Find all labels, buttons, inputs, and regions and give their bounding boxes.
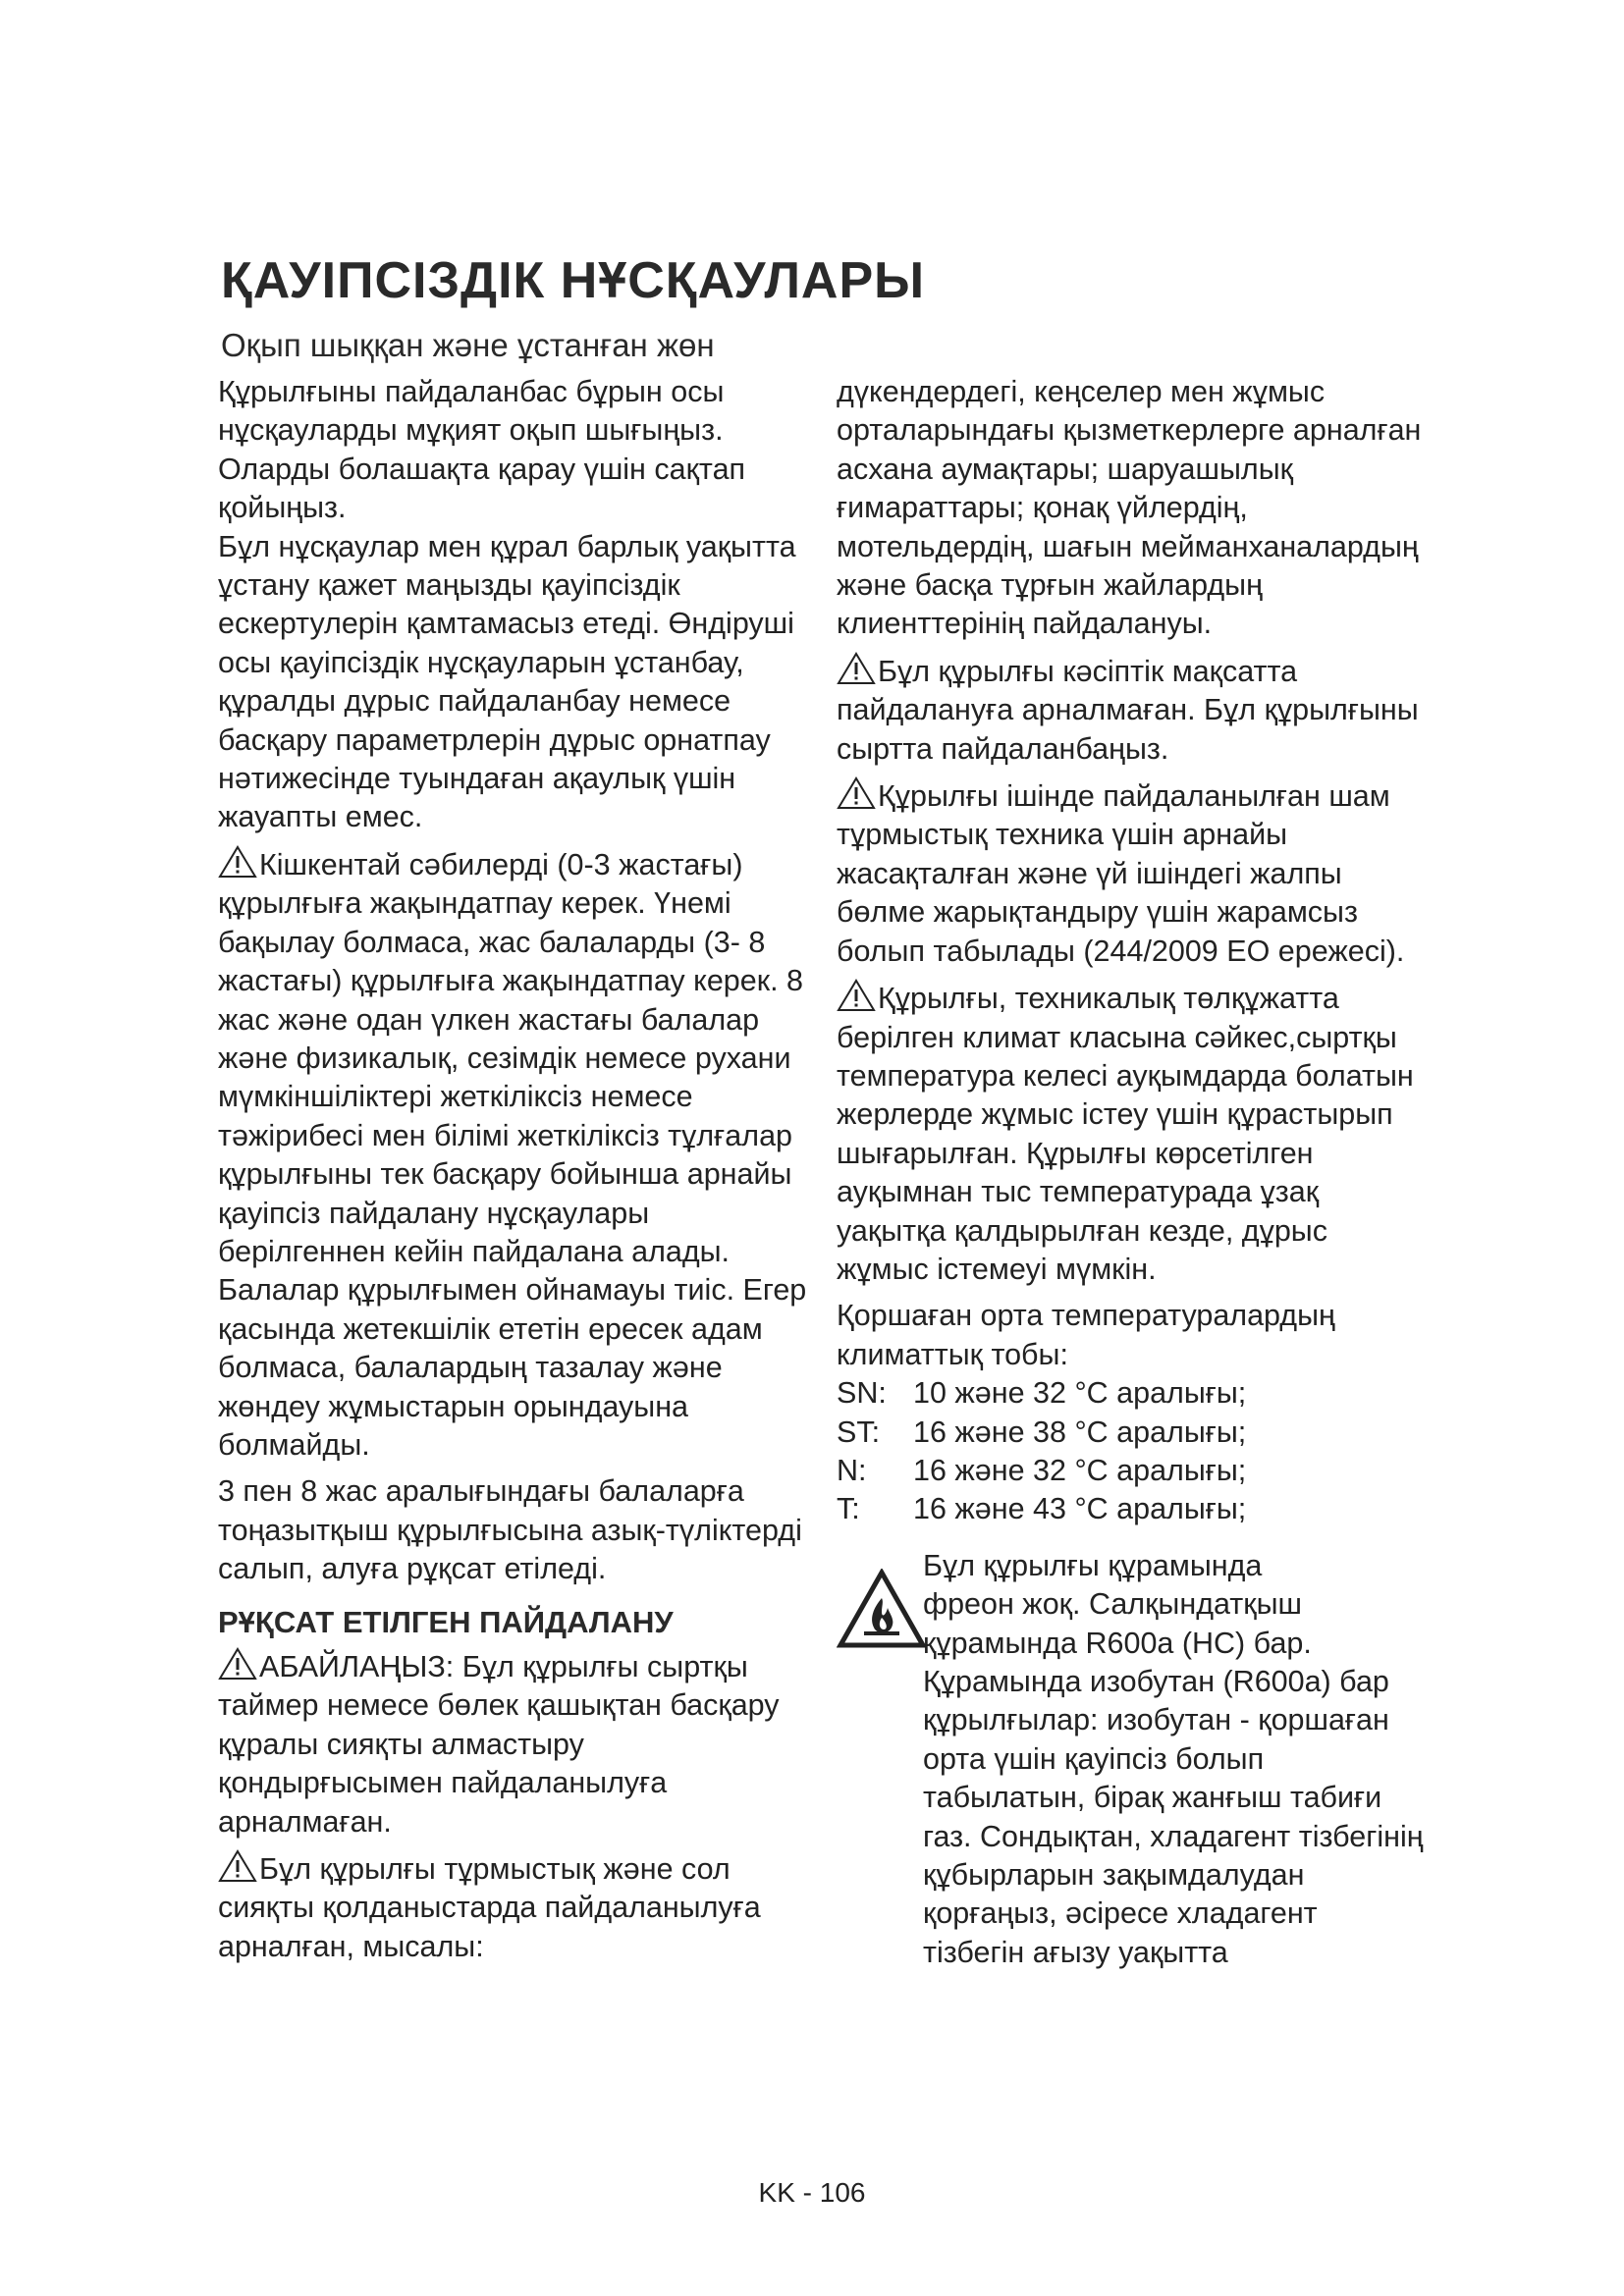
climate-class-code: N: (837, 1453, 867, 1487)
warning-timer-text: АБАЙЛАҢЫЗ: Бұл құрылғы сыртқы таймер немесе бөлек қашықтан басқару құралы сияқты алмастыру қондырғысымен пайдаланылуға арналмаған. (218, 1650, 780, 1839)
climate-class-code: SN: (837, 1376, 887, 1411)
section-heading-permitted-use: РҰҚСАТ ЕТІЛГЕН ПАЙДАЛАНУ (218, 1604, 674, 1639)
climate-class-range: 16 және 43 °C аралығы; (913, 1492, 1247, 1526)
climate-class-code: T: (837, 1492, 860, 1526)
climate-class-list (837, 1374, 1426, 1529)
warning-timer-paragraph (218, 1647, 807, 1842)
warning-climate-paragraph (837, 979, 1426, 1289)
climate-class-row (837, 1414, 1426, 1452)
page-subtitle: Оқып шыққан және ұстанған жөн (221, 327, 715, 363)
climate-class-range: 10 және 32 °C аралығы; (913, 1376, 1247, 1411)
climate-class-range: 16 және 32 °C аралығы; (913, 1453, 1247, 1487)
refrigerant-text: фреон жоқ. Салқындатқыш құрамында R600a (HC) бар. Құрамында изобутан (R600a) бар құрылғылар: изобутан - қоршаған орта үшін қауіпсіз болып табылатын, бірақ жанғыш табиғи газ. Сондықтан, хладагент тізбегінің құбырларын зақымдалудан қорғаңыз, әсіресе хладагент тізбегін ағызу уақытта (923, 1587, 1424, 1969)
refrigerant-warning-block (837, 1547, 1426, 1972)
warning-lamp-paragraph (837, 776, 1426, 971)
warning-commercial-paragraph (837, 652, 1426, 769)
household-continuation-paragraph: дүкендердегі, кеңселер мен жұмыс орталарындағы қызметкерлерге арналған асхана аумақтары; шаруашылық ғимараттары; қонақ үйлердің, мотельдердің, шағын мейманханалардың және басқа тұрғын жайлардың клиенттерінің пайдалануы. (837, 375, 1422, 641)
warning-triangle-icon (837, 776, 876, 810)
warning-lamp-text: Құрылғы ішінде пайдаланылған шам тұрмыстық техника үшін арнайы жасақталған және үй ішіндегі жалпы бөлме жарықтандыру үшін жарамсыз болып табылады (244/2009 ЕО ережесі). (837, 779, 1405, 968)
page-title: ҚАУІПСІЗДІК НҰСҚАУЛАРЫ (221, 252, 926, 309)
warning-triangle-icon (837, 979, 876, 1012)
left-column (218, 373, 807, 1974)
warning-children-text: Кішкентай сәбилерді (0-3 жастағы) құрылғыға жақындатпау керек. Үнемі бақылау болмаса, жас балаларды (3- 8 жастағы) құрылғыға жақындатпау керек. 8 жас және одан үлкен жастағы балалар және физикалық, сезімдік немесе рухани мүмкіншіліктері жеткіліксіз немесе тәжірибесі мен білімі жеткіліксіз тұлғалар құрылғыны тек басқару бойынша арнайы қауіпсіз пайдалану нұсқаулары берілгеннен кейін пайдалана алады. Балалар құрылғымен ойнамауы тиіс. Егер қасында жетекшілік ететін ересек адам болмаса, балалардың тазалау және жөндеу жұмыстарын орындауына болмайды. (218, 847, 807, 1462)
right-column (837, 373, 1426, 1972)
warning-household-paragraph (218, 1849, 807, 1966)
intro-paragraph-2: Бұл нұсқаулар мен құрал барлық уақытта ұстану қажет маңызды қауіпсіздік ескертулерін қамтамасыз етеді. Өндірушi осы қауіпсіздік нұсқауларын ұстанбау, құралды дұрыс пайдаланбау немесе басқару параметрлерін дұрыс орнатпау нәтижесінде туындаған ақаулық үшін жауапты емес. (218, 529, 796, 834)
warning-triangle-icon (837, 652, 876, 685)
warning-household-text: Бұл құрылғы тұрмыстық және сол сияқты қолданыстарда пайдаланылуға арналған, мысалы: (218, 1852, 761, 1963)
page-number: KK - 106 (758, 2177, 866, 2208)
climate-intro: Қоршаған орта температуралардың климаттық тобы: (837, 1299, 1335, 1371)
climate-class-range: 16 және 38 °C аралығы; (913, 1415, 1247, 1449)
warning-triangle-icon (218, 1647, 257, 1681)
children-food-paragraph: 3 пен 8 жас аралығындағы балаларға тоңазытқыш құрылғысына азық-түліктерді салып, алуға рұқсат етіледі. (218, 1474, 802, 1586)
flammable-warning-icon (837, 1569, 927, 1649)
climate-class-row (837, 1374, 1426, 1413)
warning-climate-text: Құрылғы, техникалық төлқұжатта берілген климат класына сәйкес,сыртқы температура келесі ауқымдарда болатын жерлерде жұмыс істеу үшін құрастырып шығарылған. Құрылғы көрсетілген ауқымнан тыс температурада ұзақ уақытқа қалдырылған кезде, дұрыс жұмыс істемеуі мүмкін. (837, 982, 1414, 1286)
climate-class-row (837, 1490, 1426, 1528)
climate-class-row (837, 1452, 1426, 1490)
warning-triangle-icon (218, 1849, 257, 1883)
warning-commercial-text: Бұл құрылғы кәсіптік мақсатта пайдалануға арналмаған. Бұл құрылғыны сыртта пайдаланбаңыз. (837, 654, 1419, 766)
warning-triangle-icon (218, 845, 257, 879)
intro-paragraph-1: Құрылғыны пайдаланбас бұрын осы нұсқауларды мұқият оқып шығыңыз. Оларды болашақта қарау үшін сақтап қойыңыз. (218, 375, 746, 525)
warning-children-paragraph (218, 845, 807, 1466)
climate-class-code: ST: (837, 1415, 881, 1449)
refrigerant-first-line: Бұл құрылғы құрамында (923, 1548, 1263, 1582)
